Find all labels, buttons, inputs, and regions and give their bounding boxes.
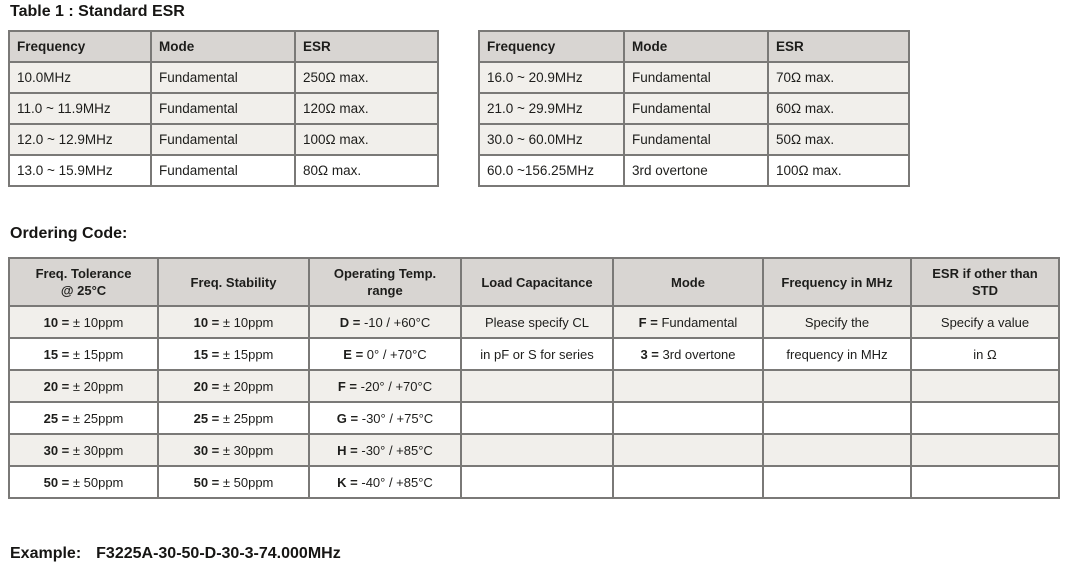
- table-cell: D = -10 / +60°C: [309, 306, 461, 338]
- table-cell: in pF or S for series: [461, 338, 613, 370]
- table-header-row: [9, 258, 1059, 306]
- table-cell: 100Ω max.: [295, 124, 438, 155]
- table-row: [9, 124, 438, 155]
- esr-table-left: [8, 30, 439, 187]
- table-row: [9, 306, 1059, 338]
- table-cell: Fundamental: [624, 93, 768, 124]
- table-cell: [763, 434, 911, 466]
- table-cell: H = -30° / +85°C: [309, 434, 461, 466]
- column-header-mode: Mode: [151, 31, 295, 62]
- table-header-row: [479, 31, 909, 62]
- table-row: [479, 155, 909, 186]
- column-header-mode: [613, 258, 763, 306]
- table-cell: F = Fundamental: [613, 306, 763, 338]
- example-ordering-code: F3225A-30-50-D-30-3-74.000MHz: [96, 545, 341, 562]
- column-header-operating-temp: [309, 258, 461, 306]
- table-cell: [461, 466, 613, 498]
- table-cell: 30 = ± 30ppm: [158, 434, 309, 466]
- table-cell: [763, 402, 911, 434]
- table-row: [9, 93, 438, 124]
- table-cell: 30 = ± 30ppm: [9, 434, 158, 466]
- table-cell: frequency in MHz: [763, 338, 911, 370]
- table-cell: Fundamental: [151, 93, 295, 124]
- table-cell: [911, 402, 1059, 434]
- table-cell: 100Ω max.: [768, 155, 909, 186]
- table1-title: Table 1 : Standard ESR: [10, 3, 185, 20]
- table-cell: Fundamental: [151, 124, 295, 155]
- table-row: [9, 62, 438, 93]
- table-cell: 10.0MHz: [9, 62, 151, 93]
- table-cell: 15 = ± 15ppm: [158, 338, 309, 370]
- table-cell: 30.0 ~ 60.0MHz: [479, 124, 624, 155]
- header-line: Load Capacitance: [481, 274, 593, 290]
- header-line: Freq. Tolerance: [35, 266, 132, 281]
- table-cell: 25 = ± 25ppm: [158, 402, 309, 434]
- column-header-esr: ESR: [295, 31, 438, 62]
- table-cell: K = -40° / +85°C: [309, 466, 461, 498]
- table-cell: 15 = ± 15ppm: [9, 338, 158, 370]
- table-cell: 10 = ± 10ppm: [158, 306, 309, 338]
- column-header-frequency: Frequency: [479, 31, 624, 62]
- header-line: @ 25°C: [60, 283, 107, 298]
- column-header-esr-other: [911, 258, 1059, 306]
- table-row: [9, 402, 1059, 434]
- table-row: [9, 338, 1059, 370]
- table-cell: [911, 434, 1059, 466]
- table-cell: 50 = ± 50ppm: [158, 466, 309, 498]
- table-cell: 20 = ± 20ppm: [158, 370, 309, 402]
- table-cell: 120Ω max.: [295, 93, 438, 124]
- table-cell: [613, 402, 763, 434]
- header-line: Operating Temp.: [333, 266, 437, 281]
- column-header-load-capacitance: [461, 258, 613, 306]
- table-cell: [461, 370, 613, 402]
- header-line: range: [367, 283, 403, 298]
- table-cell: Fundamental: [624, 62, 768, 93]
- header-line: STD: [972, 283, 998, 298]
- table-cell: 20 = ± 20ppm: [9, 370, 158, 402]
- table-cell: 21.0 ~ 29.9MHz: [479, 93, 624, 124]
- table-cell: 80Ω max.: [295, 155, 438, 186]
- table-cell: [461, 434, 613, 466]
- table-cell: Fundamental: [151, 62, 295, 93]
- table-cell: [911, 466, 1059, 498]
- table-row: [479, 62, 909, 93]
- table-header-row: [9, 31, 438, 62]
- header-line: Mode: [671, 274, 705, 290]
- table-cell: 70Ω max.: [768, 62, 909, 93]
- ordering-code-table: [8, 257, 1060, 499]
- table-cell: 16.0 ~ 20.9MHz: [479, 62, 624, 93]
- table-cell: 13.0 ~ 15.9MHz: [9, 155, 151, 186]
- header-line: Freq. Stability: [190, 274, 277, 290]
- esr-table-right: [478, 30, 910, 187]
- table-cell: [461, 402, 613, 434]
- column-header-frequency-mhz: [763, 258, 911, 306]
- table-cell: [613, 434, 763, 466]
- table-cell: [613, 370, 763, 402]
- table-cell: [763, 466, 911, 498]
- table-cell: 11.0 ~ 11.9MHz: [9, 93, 151, 124]
- table-row: [9, 370, 1059, 402]
- table-cell: 60.0 ~156.25MHz: [479, 155, 624, 186]
- table-cell: Specify the: [763, 306, 911, 338]
- table-cell: 50 = ± 50ppm: [9, 466, 158, 498]
- table-row: [479, 124, 909, 155]
- ordering-code-title: Ordering Code:: [10, 225, 128, 242]
- header-line: Frequency in MHz: [781, 274, 893, 290]
- table-cell: 12.0 ~ 12.9MHz: [9, 124, 151, 155]
- table-row: [9, 155, 438, 186]
- table-cell: [763, 370, 911, 402]
- column-header-mode: Mode: [624, 31, 768, 62]
- table-cell: 25 = ± 25ppm: [9, 402, 158, 434]
- table-row: [479, 93, 909, 124]
- table-cell: Please specify CL: [461, 306, 613, 338]
- table-cell: F = -20° / +70°C: [309, 370, 461, 402]
- table-cell: Specify a value: [911, 306, 1059, 338]
- table-cell: 3 = 3rd overtone: [613, 338, 763, 370]
- table-cell: in Ω: [911, 338, 1059, 370]
- header-line: ESR if other than: [932, 266, 1038, 281]
- table-cell: 60Ω max.: [768, 93, 909, 124]
- column-header-frequency: Frequency: [9, 31, 151, 62]
- table-cell: 10 = ± 10ppm: [9, 306, 158, 338]
- table-cell: [613, 466, 763, 498]
- column-header-freq-stability: [158, 258, 309, 306]
- column-header-freq-tolerance: [9, 258, 158, 306]
- column-header-esr: ESR: [768, 31, 909, 62]
- table-cell: 50Ω max.: [768, 124, 909, 155]
- example-label: Example:: [10, 545, 82, 562]
- table-cell: [911, 370, 1059, 402]
- example-line: [10, 545, 341, 563]
- table-cell: 3rd overtone: [624, 155, 768, 186]
- table-row: [9, 434, 1059, 466]
- table-cell: Fundamental: [151, 155, 295, 186]
- table-cell: 250Ω max.: [295, 62, 438, 93]
- table-cell: E = 0° / +70°C: [309, 338, 461, 370]
- table-row: [9, 466, 1059, 498]
- table-cell: G = -30° / +75°C: [309, 402, 461, 434]
- table-cell: Fundamental: [624, 124, 768, 155]
